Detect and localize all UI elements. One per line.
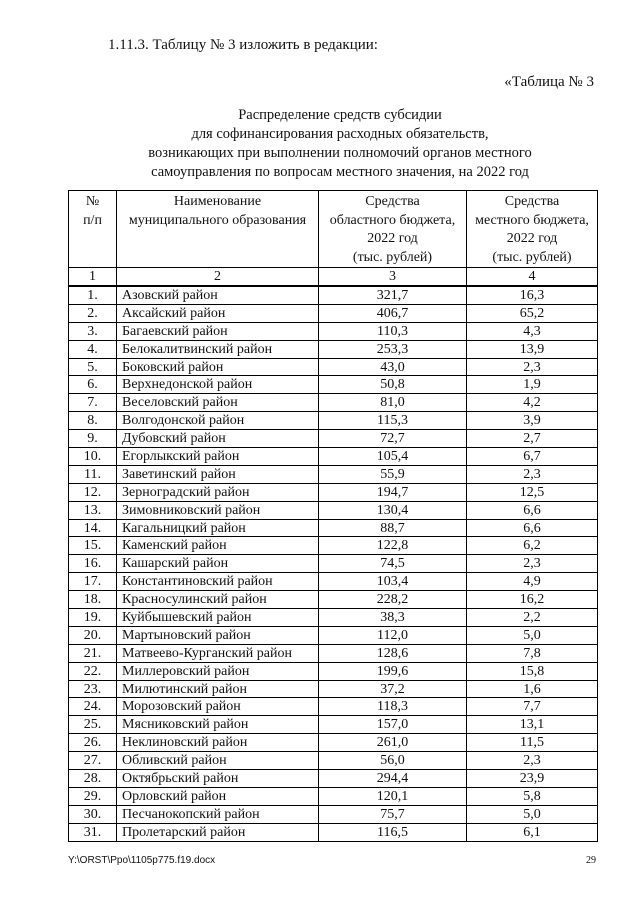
municipality-name: Веселовский район: [117, 394, 319, 412]
title-line: самоуправления по вопросам местного значения, на 2022 год: [151, 164, 529, 180]
local-budget-value: 7,7: [467, 698, 598, 716]
municipality-name: Волгодонской район: [117, 412, 319, 430]
table-row: [69, 394, 598, 412]
municipality-name: Каменский район: [117, 537, 319, 555]
local-budget-value: 6,2: [467, 537, 598, 555]
row-number: 21.: [69, 644, 117, 662]
row-number: 6.: [69, 376, 117, 394]
column-number: 1: [69, 268, 117, 287]
local-budget-value: 2,7: [467, 430, 598, 448]
local-budget-value: 6,6: [467, 501, 598, 519]
row-number: 2.: [69, 304, 117, 322]
subsidy-table: [68, 190, 598, 842]
regional-budget-value: 115,3: [319, 412, 467, 430]
local-budget-value: 15,8: [467, 662, 598, 680]
regional-budget-value: 157,0: [319, 716, 467, 734]
row-number: 18.: [69, 591, 117, 609]
regional-budget-value: 122,8: [319, 537, 467, 555]
regional-budget-value: 38,3: [319, 609, 467, 627]
regional-budget-value: 55,9: [319, 465, 467, 483]
regional-budget-value: 128,6: [319, 644, 467, 662]
municipality-name: Куйбышевский район: [117, 609, 319, 627]
regional-budget-value: 261,0: [319, 734, 467, 752]
table-row: [69, 823, 598, 841]
municipality-name: Кашарский район: [117, 555, 319, 573]
row-number: 25.: [69, 716, 117, 734]
local-budget-value: 65,2: [467, 304, 598, 322]
local-budget-value: 4,2: [467, 394, 598, 412]
municipality-name: Боковский район: [117, 358, 319, 376]
municipality-name: Морозовский район: [117, 698, 319, 716]
row-number: 22.: [69, 662, 117, 680]
regional-budget-value: 74,5: [319, 555, 467, 573]
municipality-name: Мясниковский район: [117, 716, 319, 734]
table-header-row: [69, 191, 598, 268]
municipality-name: Песчанокопский район: [117, 805, 319, 823]
clause-text: 1.11.3. Таблицу № 3 изложить в редакции:: [108, 37, 378, 53]
table-row: [69, 519, 598, 537]
row-number: 15.: [69, 537, 117, 555]
local-budget-value: 12,5: [467, 483, 598, 501]
row-number: 16.: [69, 555, 117, 573]
row-number: 1.: [69, 286, 117, 304]
title-line: для софинансирования расходных обязательств,: [191, 126, 489, 142]
municipality-name: Миллеровский район: [117, 662, 319, 680]
row-number: 24.: [69, 698, 117, 716]
table-row: [69, 609, 598, 627]
table-row: [69, 412, 598, 430]
table-row: [69, 644, 598, 662]
municipality-name: Константиновский район: [117, 573, 319, 591]
regional-budget-value: 120,1: [319, 787, 467, 805]
title-line: Распределение средств субсидии: [238, 107, 442, 123]
regional-budget-value: 43,0: [319, 358, 467, 376]
row-number: 29.: [69, 787, 117, 805]
page-number: 29: [586, 855, 596, 866]
table-row: [69, 752, 598, 770]
row-number: 31.: [69, 823, 117, 841]
row-number: 20.: [69, 626, 117, 644]
table-row: [69, 626, 598, 644]
row-number: 30.: [69, 805, 117, 823]
row-number: 19.: [69, 609, 117, 627]
table-row: [69, 662, 598, 680]
municipality-name: Дубовский район: [117, 430, 319, 448]
table-row: [69, 734, 598, 752]
row-number: 11.: [69, 465, 117, 483]
local-budget-value: 5,0: [467, 805, 598, 823]
row-number: 10.: [69, 448, 117, 466]
regional-budget-value: 118,3: [319, 698, 467, 716]
regional-budget-value: 112,0: [319, 626, 467, 644]
row-number: 8.: [69, 412, 117, 430]
row-number: 4.: [69, 340, 117, 358]
table-label: «Таблица № 3: [504, 74, 594, 90]
table-row: [69, 483, 598, 501]
municipality-name: Багаевский район: [117, 322, 319, 340]
local-budget-value: 4,9: [467, 573, 598, 591]
row-number: 9.: [69, 430, 117, 448]
local-budget-value: 2,3: [467, 358, 598, 376]
table-row: [69, 805, 598, 823]
table-row: [69, 448, 598, 466]
local-budget-value: 1,6: [467, 680, 598, 698]
local-budget-value: 2,3: [467, 752, 598, 770]
municipality-name: Верхнедонской район: [117, 376, 319, 394]
table-row: [69, 358, 598, 376]
local-budget-value: 6,6: [467, 519, 598, 537]
header-name: Наименование муниципального образования: [117, 191, 319, 268]
local-budget-value: 5,8: [467, 787, 598, 805]
municipality-name: Орловский район: [117, 787, 319, 805]
regional-budget-value: 56,0: [319, 752, 467, 770]
table-row: [69, 537, 598, 555]
local-budget-value: 16,2: [467, 591, 598, 609]
table-row: [69, 770, 598, 788]
regional-budget-value: 81,0: [319, 394, 467, 412]
footer-file-path: Y:\ORST\Ppo\1105p775.f19.docx: [68, 855, 216, 866]
municipality-name: Неклиновский район: [117, 734, 319, 752]
header-local: Средства местного бюджета, 2022 год (тыс. рублей): [467, 191, 598, 268]
local-budget-value: 2,3: [467, 555, 598, 573]
regional-budget-value: 116,5: [319, 823, 467, 841]
municipality-name: Пролетарский район: [117, 823, 319, 841]
row-number: 13.: [69, 501, 117, 519]
local-budget-value: 3,9: [467, 412, 598, 430]
local-budget-value: 6,1: [467, 823, 598, 841]
municipality-name: Обливский район: [117, 752, 319, 770]
local-budget-value: 1,9: [467, 376, 598, 394]
local-budget-value: 6,7: [467, 448, 598, 466]
regional-budget-value: 199,6: [319, 662, 467, 680]
municipality-name: Аксайский район: [117, 304, 319, 322]
row-number: 7.: [69, 394, 117, 412]
municipality-name: Матвеево-Курганский район: [117, 644, 319, 662]
municipality-name: Красносулинский район: [117, 591, 319, 609]
local-budget-value: 11,5: [467, 734, 598, 752]
table-row: [69, 304, 598, 322]
regional-budget-value: 75,7: [319, 805, 467, 823]
municipality-name: Егорлыкский район: [117, 448, 319, 466]
municipality-name: Азовский район: [117, 286, 319, 304]
regional-budget-value: 294,4: [319, 770, 467, 788]
local-budget-value: 23,9: [467, 770, 598, 788]
table-title: [60, 106, 620, 182]
local-budget-value: 13,1: [467, 716, 598, 734]
local-budget-value: 2,3: [467, 465, 598, 483]
column-number: 4: [467, 268, 598, 287]
table-row: [69, 501, 598, 519]
regional-budget-value: 228,2: [319, 591, 467, 609]
row-number: 23.: [69, 680, 117, 698]
column-number: 2: [117, 268, 319, 287]
table-body: [69, 286, 598, 841]
regional-budget-value: 130,4: [319, 501, 467, 519]
municipality-name: Октябрьский район: [117, 770, 319, 788]
municipality-name: Мартыновский район: [117, 626, 319, 644]
regional-budget-value: 110,3: [319, 322, 467, 340]
table-row: [69, 680, 598, 698]
row-number: 5.: [69, 358, 117, 376]
row-number: 28.: [69, 770, 117, 788]
table-row: [69, 322, 598, 340]
regional-budget-value: 72,7: [319, 430, 467, 448]
row-number: 3.: [69, 322, 117, 340]
table-row: [69, 555, 598, 573]
regional-budget-value: 253,3: [319, 340, 467, 358]
local-budget-value: 2,2: [467, 609, 598, 627]
regional-budget-value: 103,4: [319, 573, 467, 591]
table-row: [69, 573, 598, 591]
table-row: [69, 286, 598, 304]
table-row: [69, 591, 598, 609]
table-row: [69, 787, 598, 805]
title-line: возникающих при выполнении полномочий органов местного: [148, 145, 532, 161]
row-number: 26.: [69, 734, 117, 752]
regional-budget-value: 194,7: [319, 483, 467, 501]
local-budget-value: 13,9: [467, 340, 598, 358]
municipality-name: Зимовниковский район: [117, 501, 319, 519]
regional-budget-value: 406,7: [319, 304, 467, 322]
local-budget-value: 16,3: [467, 286, 598, 304]
municipality-name: Зерноградский район: [117, 483, 319, 501]
municipality-name: Милютинский район: [117, 680, 319, 698]
local-budget-value: 5,0: [467, 626, 598, 644]
table-row: [69, 698, 598, 716]
table-row: [69, 465, 598, 483]
table-row: [69, 340, 598, 358]
row-number: 12.: [69, 483, 117, 501]
regional-budget-value: 105,4: [319, 448, 467, 466]
column-number: 3: [319, 268, 467, 287]
regional-budget-value: 50,8: [319, 376, 467, 394]
municipality-name: Заветинский район: [117, 465, 319, 483]
column-number-row: [69, 268, 598, 287]
regional-budget-value: 37,2: [319, 680, 467, 698]
header-num: № п/п: [69, 191, 117, 268]
regional-budget-value: 321,7: [319, 286, 467, 304]
municipality-name: Белокалитвинский район: [117, 340, 319, 358]
municipality-name: Кагальницкий район: [117, 519, 319, 537]
row-number: 27.: [69, 752, 117, 770]
table-row: [69, 376, 598, 394]
row-number: 14.: [69, 519, 117, 537]
table-row: [69, 716, 598, 734]
table-row: [69, 430, 598, 448]
row-number: 17.: [69, 573, 117, 591]
regional-budget-value: 88,7: [319, 519, 467, 537]
header-regional: Средства областного бюджета, 2022 год (тыс. рублей): [319, 191, 467, 268]
local-budget-value: 7,8: [467, 644, 598, 662]
local-budget-value: 4,3: [467, 322, 598, 340]
